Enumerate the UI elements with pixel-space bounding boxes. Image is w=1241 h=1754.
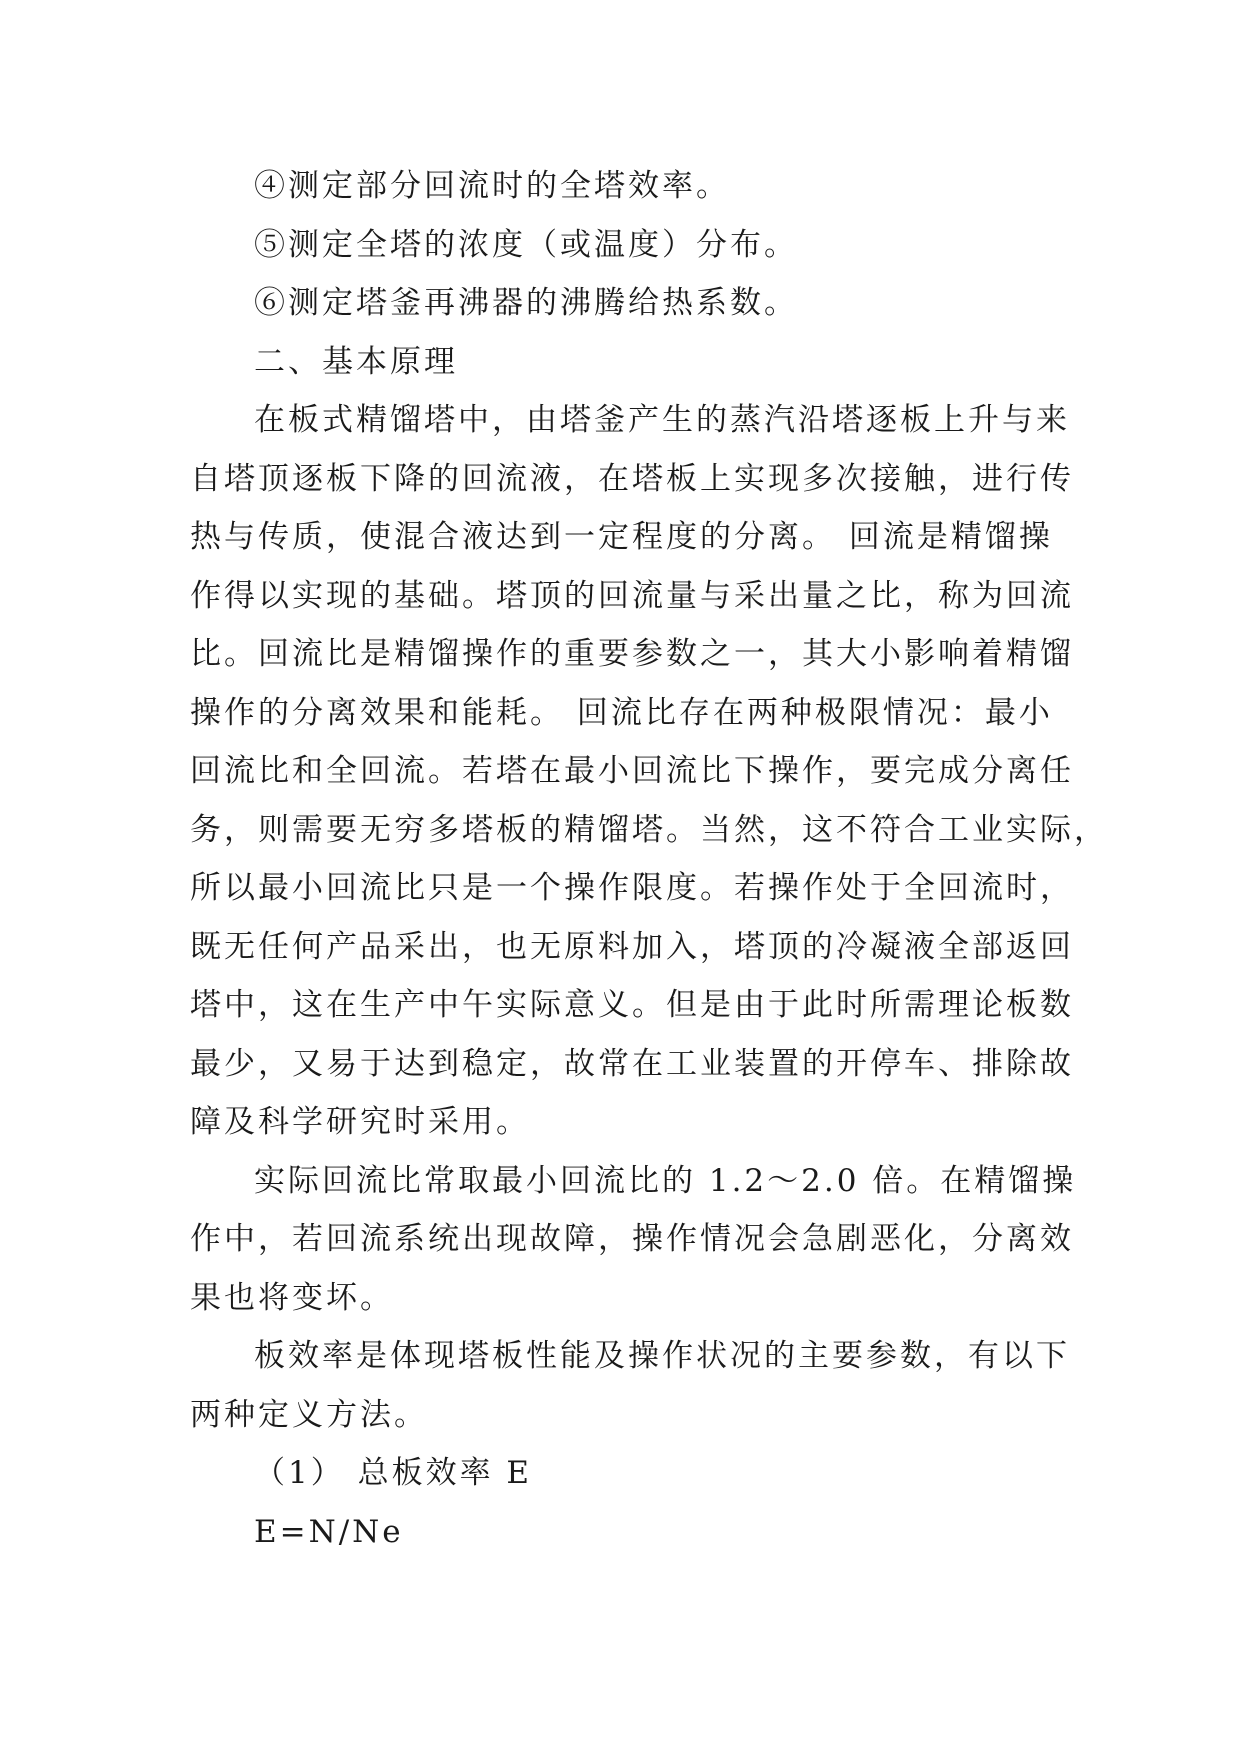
paragraph-line: 果也将变坏。: [190, 1279, 394, 1316]
paragraph-line: 实际回流比常取最小回流比的 1.2～2.0 倍。在精馏操: [254, 1162, 1077, 1199]
paragraph-line: 回流比和全回流。若塔在最小回流比下操作，要完成分离任: [190, 753, 1074, 789]
paragraph-line: 最少，又易于达到稳定，故常在工业装置的开停车、排除故: [190, 1045, 1074, 1082]
section-heading: 二、基本原理: [254, 343, 458, 380]
paragraph-line: 务，则需要无穷多塔板的精馏塔。当然，这不符合工业实际，: [190, 811, 1108, 848]
paragraph-line: 自塔顶逐板下降的回流液，在塔板上实现多次接触，进行传: [190, 460, 1074, 497]
subheading-total-efficiency: （1） 总板效率 E: [254, 1455, 533, 1491]
objective-item-6: ⑥测定塔釜再沸器的沸腾给热系数。: [254, 285, 798, 321]
paragraph-line: 作得以实现的基础。塔顶的回流量与采出量之比，称为回流: [190, 577, 1074, 614]
objective-item-5: ⑤测定全塔的浓度（或温度）分布。: [254, 226, 798, 263]
paragraph-line: 所以最小回流比只是一个操作限度。若操作处于全回流时，: [190, 870, 1074, 906]
paragraph-line: 作中，若回流系统出现故障，操作情况会急剧恶化，分离效: [190, 1221, 1074, 1257]
document-body: [190, 157, 1108, 1561]
paragraph-line: 两种定义方法。: [190, 1396, 428, 1433]
paragraph-line: 既无任何产品采出，也无原料加入，塔顶的冷凝液全部返回: [190, 928, 1074, 965]
paragraph-line: 障及科学研究时采用。: [190, 1104, 530, 1140]
paragraph-line: 操作的分离效果和能耗。 回流比存在两种极限情况：最小: [190, 694, 1053, 731]
paragraph-line: 塔中，这在生产中午实际意义。但是由于此时所需理论板数: [190, 987, 1074, 1023]
paragraph-line: 板效率是体现塔板性能及操作状况的主要参数，有以下: [254, 1338, 1070, 1374]
paragraph-line: 热与传质，使混合液达到一定程度的分离。 回流是精馏操: [190, 519, 1053, 555]
formula: E=N/Ne: [254, 1513, 404, 1550]
objective-item-4: ④测定部分回流时的全塔效率。: [254, 168, 730, 204]
paragraph-line: 比。回流比是精馏操作的重要参数之一，其大小影响着精馏: [190, 636, 1074, 672]
paragraph-line: 在板式精馏塔中，由塔釜产生的蒸汽沿塔逐板上升与来: [254, 402, 1070, 438]
